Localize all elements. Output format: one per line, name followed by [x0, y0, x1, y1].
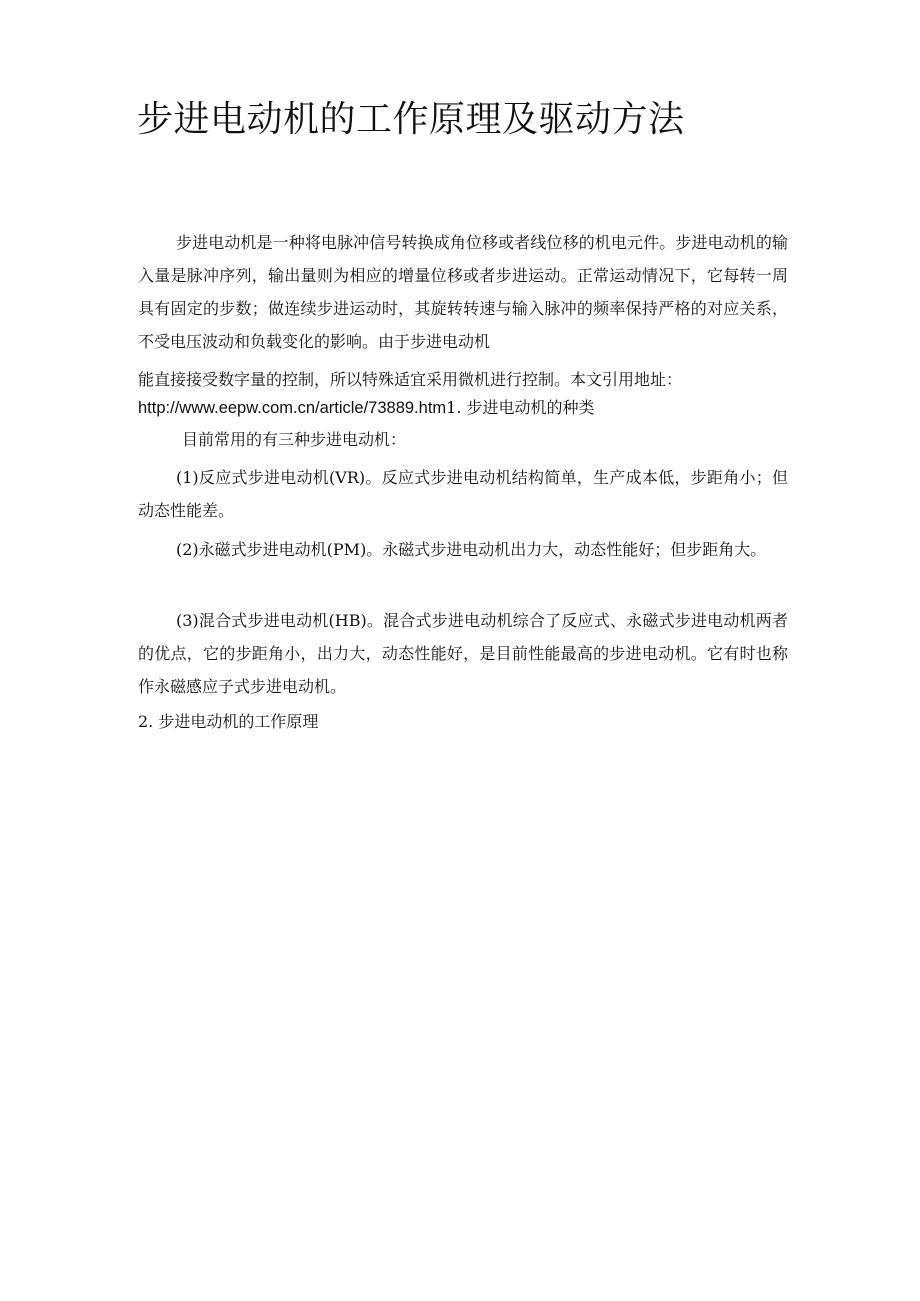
common-types-intro: 目前常用的有三种步进电动机：: [182, 430, 407, 449]
section1-heading: 1. 步进电动机的种类: [446, 398, 595, 417]
type-item-label: (2): [176, 540, 199, 559]
type-item-pm: [138, 533, 788, 566]
section2-heading: 2. 步进电动机的工作原理: [138, 712, 319, 731]
intro-paragraph: 步进电动机是一种将电脉冲信号转换成角位移或者线位移的机电元件。步进电动机的输入量是脉冲序列，输出量则为相应的增量位移或者步进运动。正常运动情况下，它每转一周具有固定的步数；做连续步进运动时，其旋转转速与输入脉冲的频率保持严格的对应关系，不受电压波动和负载变化的影响。由于步进电动机: [138, 233, 788, 351]
reference-url[interactable]: http://www.eepw.com.cn/article/73889.htm: [138, 399, 447, 417]
type-item-vr: [138, 461, 788, 527]
type-item-text: 反应式步进电动机(VR)。反应式步进电动机结构简单，生产成本低，步距角小；但动态性能差。: [138, 468, 788, 520]
type-item-label: (3): [176, 611, 199, 630]
type-item-text: 混合式步进电动机(HB)。混合式步进电动机综合了反应式、永磁式步进电动机两者的优点，它的步距角小，出力大，动态性能好，是目前性能最高的步进电动机。它有时也称作永磁感应子式步进电动机。: [138, 611, 788, 696]
type-item-hb: [138, 604, 788, 703]
reference-line: [138, 396, 595, 420]
type-item-label: (1): [176, 468, 199, 487]
document-title: 步进电动机的工作原理及驱动方法: [137, 99, 685, 140]
type-item-text: 永磁式步进电动机(PM)。永磁式步进电动机出力大，动态性能好；但步距角大。: [198, 540, 767, 559]
intro-continuation: 能直接接受数字量的控制，所以特殊适宜采用微机进行控制。本文引用地址：: [138, 370, 683, 389]
